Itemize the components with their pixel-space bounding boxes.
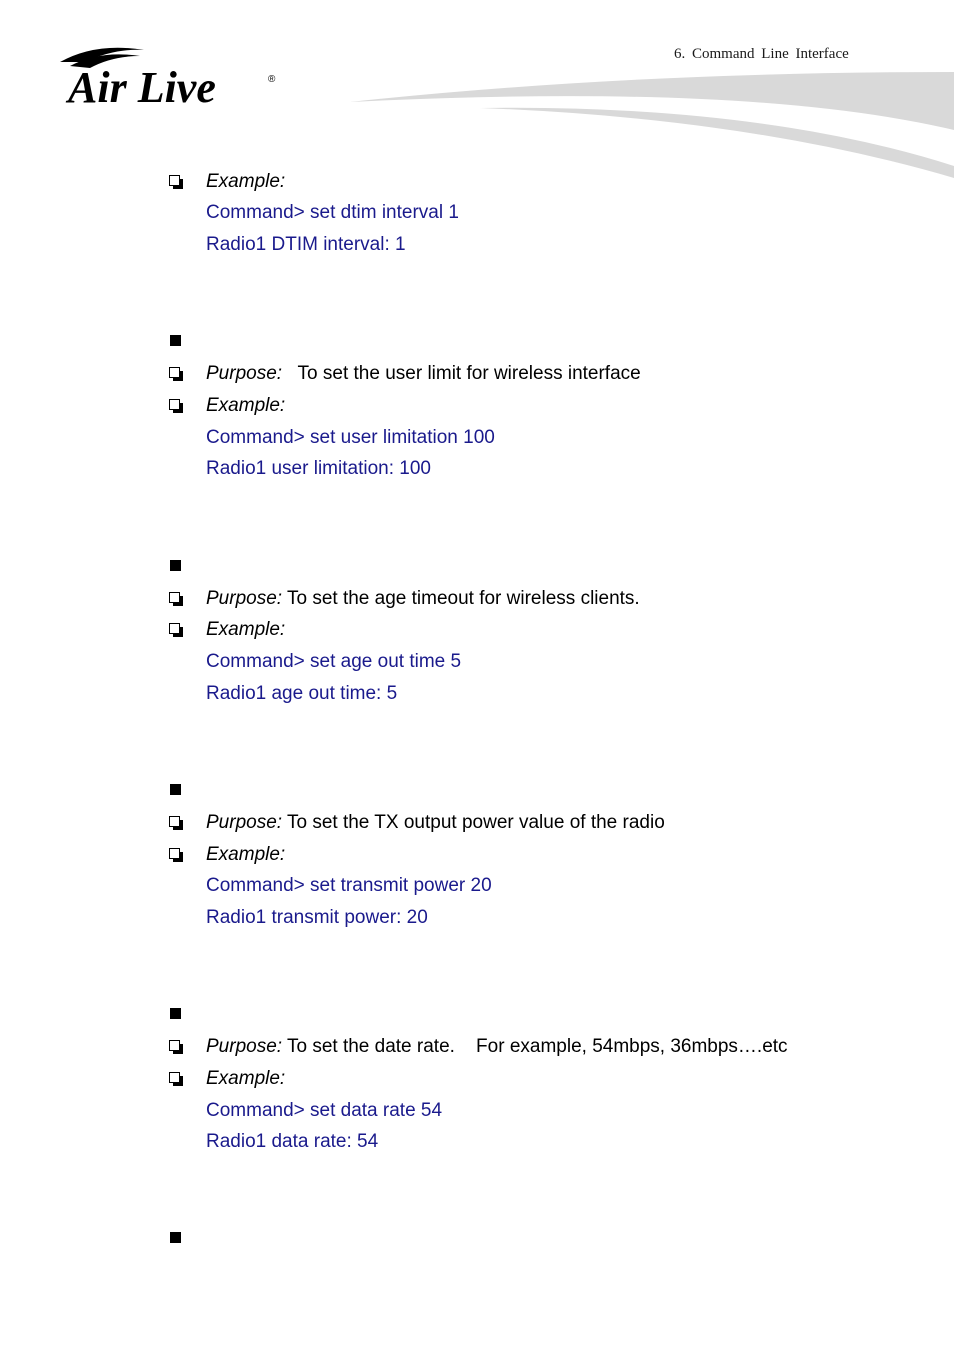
square-bullet-icon [170,1232,181,1243]
command-response: Radio1 DTIM interval: 1 [206,234,406,255]
header-swoosh-decoration [330,62,954,186]
checkbox-bullet-icon [169,175,180,186]
example-label: Example: [206,844,286,865]
logo-text: Air Live [68,63,216,110]
command-line: Command> set user limitation 100 [206,427,495,448]
checkbox-bullet-icon [169,592,180,603]
square-bullet-icon [170,560,181,571]
square-bullet-icon [170,1008,181,1019]
command-response: Radio1 user limitation: 100 [206,458,431,479]
square-bullet-icon [170,784,181,795]
purpose-line: Purpose: To set the TX output power value of the radio [206,812,665,833]
command-line: Command> set data rate 54 [206,1100,443,1121]
airlive-logo [56,40,286,110]
example-label: Example: [206,1068,286,1089]
purpose-line: Purpose: To set the age timeout for wireless clients. [206,588,640,609]
example-label: Example: [206,619,286,640]
square-bullet-icon [170,335,181,346]
command-response: Radio1 transmit power: 20 [206,907,428,928]
checkbox-bullet-icon [169,816,180,827]
purpose-line: Purpose: To set the user limit for wireless interface [206,363,641,384]
command-line: Command> set transmit power 20 [206,875,492,896]
registered-mark: ® [268,74,276,85]
checkbox-bullet-icon [169,848,180,859]
checkbox-bullet-icon [169,1040,180,1051]
example-label: Example: [206,171,286,192]
example-label: Example: [206,395,286,416]
command-response: Radio1 data rate: 54 [206,1131,379,1152]
purpose-line: Purpose: To set the date rate. For example, 54mbps, 36mbps….etc [206,1036,788,1057]
checkbox-bullet-icon [169,367,180,378]
checkbox-bullet-icon [169,623,180,634]
command-line: Command> set dtim interval 1 [206,202,459,223]
checkbox-bullet-icon [169,1072,180,1083]
page-header-title: 6. Command Line Interface [674,46,849,62]
checkbox-bullet-icon [169,399,180,410]
command-response: Radio1 age out time: 5 [206,683,398,704]
command-line: Command> set age out time 5 [206,651,462,672]
